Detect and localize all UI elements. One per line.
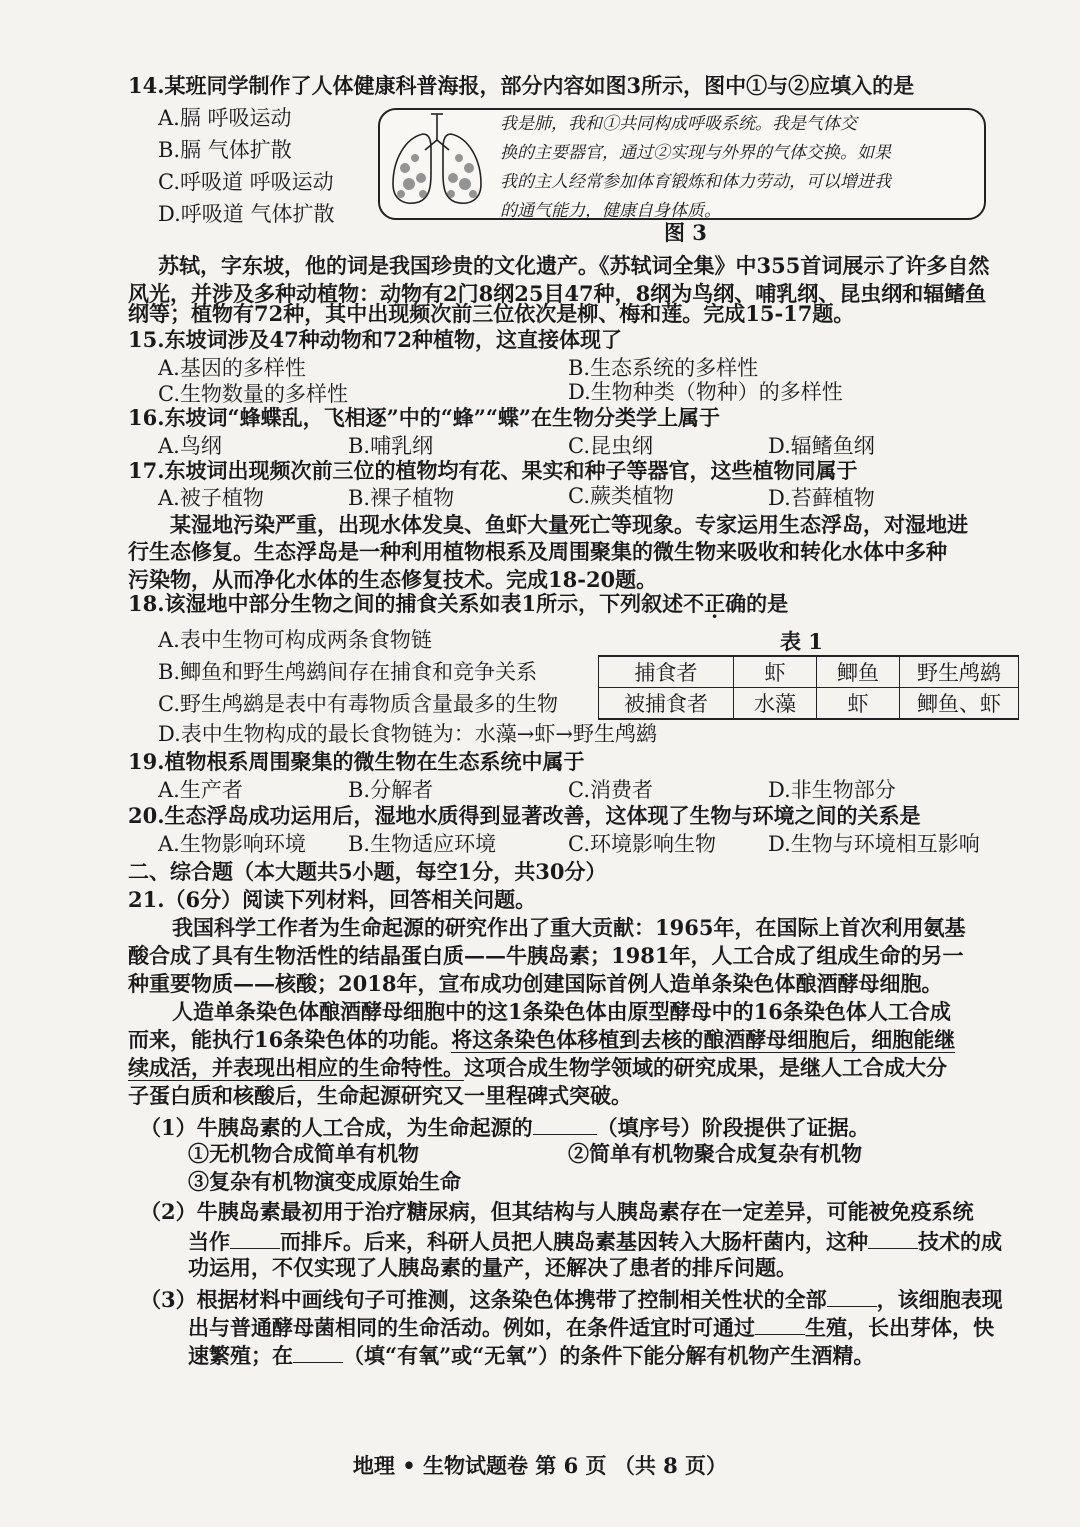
figure-3-label: 图 3 [664,220,707,245]
answer-blank[interactable] [868,1226,918,1249]
underlined-sentence: 续成活，并表现出相应的生命特性。 [128,1055,464,1080]
table-cell: 野生鸬鹚 [900,656,1019,688]
wetland-line-1: 某湿地污染严重，出现水体发臭、鱼虾大量死亡等现象。专家运用生态浮岛，对湿地进 [170,512,968,537]
table-cell: 水藻 [734,688,817,720]
q14-option-a: A.膈 呼吸运动 [158,106,292,130]
q21-sub1-option-1: ①无机物合成简单有机物 [188,1141,419,1166]
wetland-line-2: 行生态修复。生态浮岛是一种利用植物根系及周围聚集的微生物来吸收和转化水体中多种 [128,539,947,564]
q20-option-d: D.生物与环境相互影响 [768,832,980,856]
q14-option-d: D.呼吸道 气体扩散 [158,202,335,226]
table-cell: 鲫鱼 [817,656,900,688]
q20-stem: 20.生态浮岛成功运用后，湿地水质得到显著改善，这体现了生物与环境之间的关系是 [128,803,921,828]
sushi-line-2: 风光，并涉及多种动植物：动物有2门8纲25目47种，8纲为鸟纲、哺乳纲、昆虫纲和辐鳍鱼 [128,281,987,306]
q17-option-d: D.苔藓植物 [768,486,875,510]
q21-sub2-line-3: 功运用，不仅实现了人胰岛素的量产，还解决了患者的排斥问题。 [188,1255,797,1280]
answer-blank[interactable] [755,1312,805,1335]
q19-option-a: A.生产者 [158,778,243,802]
table-1 [598,655,1019,720]
q14-option-c: C.呼吸道 呼吸运动 [158,170,334,194]
q17-option-b: B.裸子植物 [348,486,455,510]
q21-sub3-line-3: 速繁殖；在 （填“有氧”或“无氧”）的条件下能分解有机物产生酒精。 [188,1340,874,1370]
q20-option-c: C.环境影响生物 [568,832,716,856]
q19-option-d: D.非生物部分 [768,778,896,802]
section-2-title: 二、综合题（本大题共5小题，每空1分，共30分） [128,859,607,884]
q18-option-c: C.野生鸬鹚是表中有毒物质含量最多的生物 [158,692,558,716]
sushi-line-1: 苏轼，字东坡，他的词是我国珍贵的文化遗产。《苏轼词全集》中355首词展示了许多自然 [158,253,990,278]
q15-stem: 15.东坡词涉及47种动物和72种植物，这直接体现了 [128,327,622,352]
table-cell: 虾 [817,688,900,720]
q16-option-c: C.昆虫纲 [568,434,653,458]
table-row [599,688,1019,720]
wetland-line-3: 污染物，从而净化水体的生态修复技术。完成18-20题。 [128,567,658,592]
answer-blank[interactable] [293,1340,343,1363]
q21-sub1-option-2: ②简单有机物聚合成复杂有机物 [568,1141,862,1166]
q21-p2-line-4: 子蛋白质和核酸后，生命起源研究又一里程碑式突破。 [128,1083,632,1108]
lung-illustration [385,108,489,212]
q15-option-a: A.基因的多样性 [158,356,306,380]
q19-option-c: C.消费者 [568,778,653,802]
q16-option-d: D.辐鳍鱼纲 [768,434,875,458]
poster-text: 我是肺，我和①共同构成呼吸系统。我是气体交 换的主要器官，通过②实现与外界的气体交换。如果 我的主人经常参加体育锻炼和体力劳动，可以增进我 的通气能力，健康自身体质。 [500,114,891,221]
q18-emphasis: 不正确 [683,591,747,616]
q17-option-c: C.蕨类植物 [568,484,674,508]
q17-stem: 17.东坡词出现频次前三位的植物均有花、果实和种子等器官，这些植物同属于 [128,458,858,483]
table-row [599,656,1019,688]
q21-p2-line-1: 人造单条染色体酿酒酵母细胞中的这1条染色体由原型酵母中的16条染色体人工合成 [172,999,951,1024]
table-cell: 鲫鱼、虾 [900,688,1019,720]
q20-option-a: A.生物影响环境 [158,832,306,856]
answer-blank[interactable] [230,1226,280,1249]
sushi-line-3: 纲等；植物有72种，其中出现频次前三位依次是柳、梅和莲。完成15-17题。 [128,301,855,326]
table-1-title: 表 1 [780,629,823,654]
q20-option-b: B.生物适应环境 [348,832,497,856]
q19-stem: 19.植物根系周围聚集的微生物在生态系统中属于 [128,749,585,774]
q18-option-a: A.表中生物可构成两条食物链 [158,628,432,652]
underlined-sentence: 将这条染色体移植到去核的酿酒酵母细胞后，细胞能继 [451,1027,956,1052]
page-footer: 地理 • 生物试题卷 第 6 页 （共 8 页） [352,1453,728,1478]
q21-p2-line-2: 而来，能执行16条染色体的功能。将这条染色体移植到去核的酿酒酵母细胞后，细胞能继 [128,1027,956,1052]
q16-option-a: A.鸟纲 [158,434,222,458]
q18-stem: 18.该湿地中部分生物之间的捕食关系如表1所示，下列叙述不正确的是 [128,591,789,616]
q21-stem: 21.（6分）阅读下列材料，回答相关问题。 [128,887,537,912]
q15-option-c: C.生物数量的多样性 [158,382,348,406]
q21-p1-line-1: 我国科学工作者为生命起源的研究作出了重大贡献：1965年，在国际上首次利用氨基 [172,915,966,940]
q21-p2-line-3: 续成活，并表现出相应的生命特性。这项合成生物学领域的研究成果，是继人工合成大分 [128,1055,947,1080]
q16-stem: 16.东坡词“蜂蝶乱，飞相逐”中的“蜂”“蝶”在生物分类学上属于 [128,405,721,430]
q18-option-d: D.表中生物构成的最长食物链为：水藻→虾→野生鸬鹚 [158,722,657,746]
table-cell: 虾 [734,656,817,688]
q21-p1-line-2: 酸合成了具有生物活性的结晶蛋白质——牛胰岛素；1981年，人工合成了组成生命的另一 [128,943,964,968]
table-cell: 被捕食者 [599,688,734,720]
table-cell: 捕食者 [599,656,734,688]
q17-option-a: A.被子植物 [158,486,264,510]
q21-p1-line-3: 种重要物质——核酸；2018年，宣布成功创建国际首例人造单条染色体酿酒酵母细胞。 [128,971,943,996]
q15-option-d: D.生物种类（物种）的多样性 [568,380,843,404]
q15-option-b: B.生态系统的多样性 [568,356,759,380]
q21-sub1: （1）牛胰岛素的人工合成，为生命起源的 （填序号）阶段提供了证据。 [140,1112,870,1142]
q18-option-b: B.鲫鱼和野生鸬鹚间存在捕食和竞争关系 [158,660,538,684]
answer-blank[interactable] [533,1112,597,1135]
q21-sub1-option-3: ③复杂有机物演变成原始生命 [188,1169,461,1194]
q19-option-b: B.分解者 [348,778,434,802]
q16-option-b: B.哺乳纲 [348,434,434,458]
q21-sub2-line-2: 当作 而排斥。后来，科研人员把人胰岛素基因转入大肠杆菌内，这种 技术的成 [188,1226,1002,1256]
q14-option-b: B.膈 气体扩散 [158,138,292,162]
q21-sub3-line-1: （3）根据材料中画线句子可推测，这条染色体携带了控制相关性状的全部 ，该细胞表现 [140,1284,1003,1314]
q21-sub2-line-1: （2）牛胰岛素最初用于治疗糖尿病，但其结构与人胰岛素存在一定差异，可能被免疫系统 [140,1199,974,1224]
q21-sub3-line-2: 出与普通酵母菌相同的生命活动。例如，在条件适宜时可通过 生殖，长出芽体，快 [188,1312,994,1342]
answer-blank[interactable] [827,1284,877,1307]
q14-stem: 14.某班同学制作了人体健康科普海报，部分内容如图3所示，图中①与②应填入的是 [128,73,915,98]
